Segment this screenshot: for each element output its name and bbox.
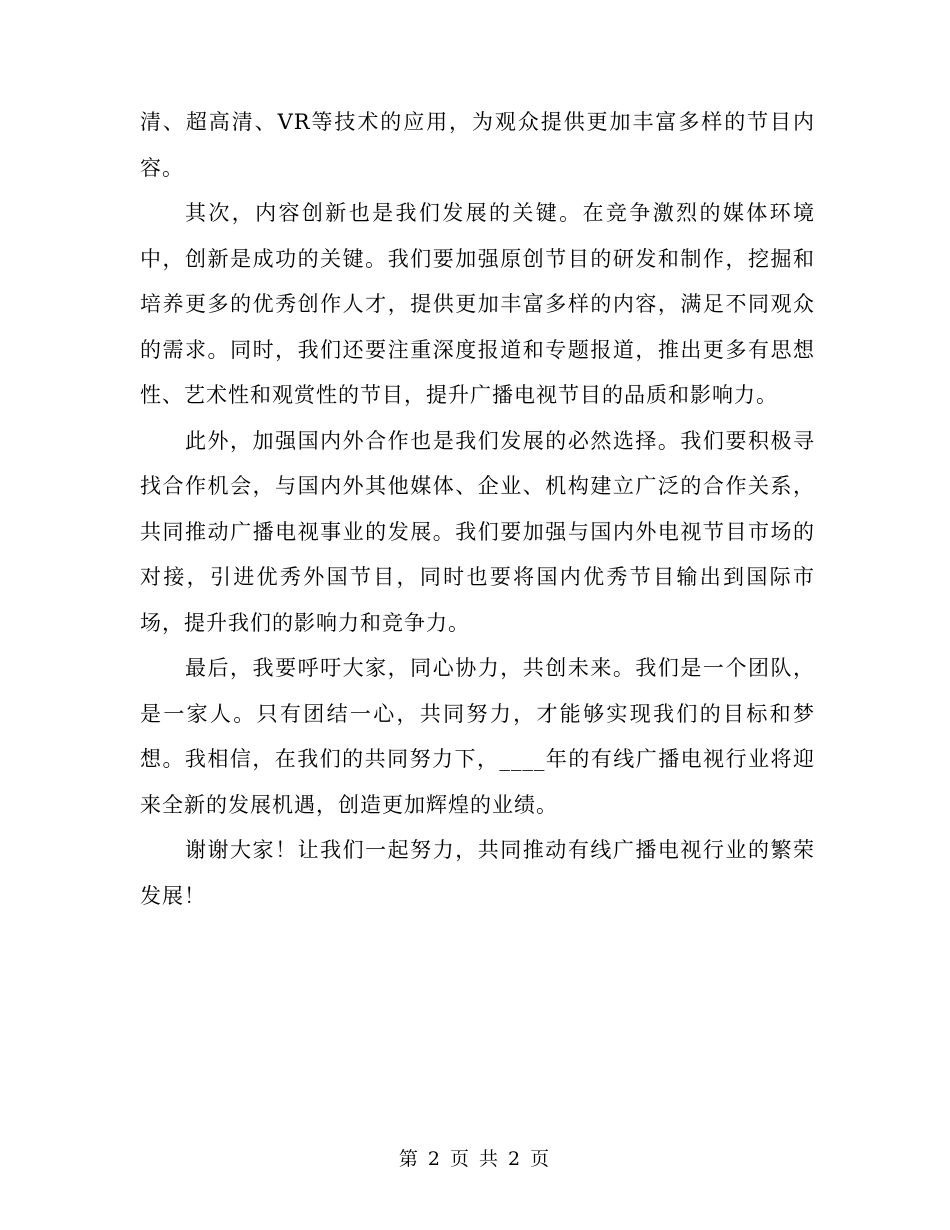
paragraph-5: 谢谢大家！让我们一起努力，共同推动有线广播电视行业的繁荣发展！ bbox=[140, 838, 815, 908]
document-body bbox=[140, 100, 815, 919]
paragraph-2: 其次，内容创新也是我们发展的关键。在竞争激烈的媒体环境中，创新是成功的关键。我们要加强原创节目的研发和制作，挖掘和培养更多的优秀创作人才，提供更加丰富多样的内容，满足不同观众的需求。同时，我们还要注重深度报道和专题报道，推出更多有思想性、艺术性和观赏性的节目，提升广播电视节目的品质和影响力。 bbox=[140, 201, 815, 407]
paragraph-3: 此外，加强国内外合作也是我们发展的必然选择。我们要积极寻找合作机会，与国内外其他媒体、企业、机构建立广泛的合作关系，共同推动广播电视事业的发展。我们要加强与国内外电视节目市场的对接，引进优秀外国节目，同时也要将国内优秀节目输出到国际市场，提升我们的影响力和竞争力。 bbox=[140, 428, 815, 635]
page-number-footer: 第 2 页 共 2 页 bbox=[398, 1148, 552, 1170]
paragraph-1: 清、超高清、VR等技术的应用，为观众提供更加丰富多样的节目内容。 bbox=[140, 110, 815, 180]
paragraph-4: 最后，我要呼吁大家，同心协力，共创未来。我们是一个团队，是一家人。只有团结一心，共同努力，才能够实现我们的目标和梦想。我相信，在我们的共同努力下，____年的有线广播电视行业将迎来全新的发展机遇，创造更加辉煌的业绩。 bbox=[140, 656, 815, 817]
